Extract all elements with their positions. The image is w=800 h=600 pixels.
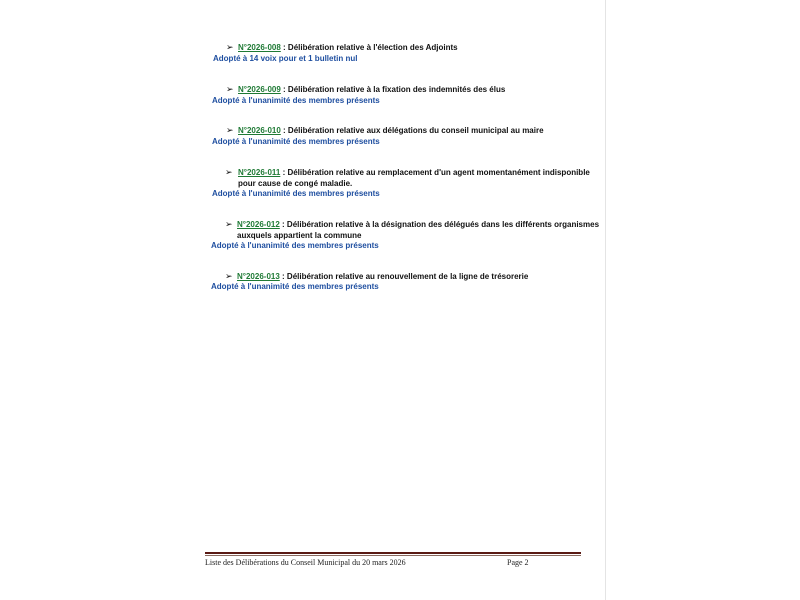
deliberation-separator: : — [280, 43, 286, 52]
deliberation-title: Délibération relative au renouvellement de la ligne de trésorerie — [284, 272, 529, 281]
deliberation-number: N°2026-013 — [237, 272, 280, 281]
footer-title: Liste des Délibérations du Conseil Municipal du 20 mars 2026 — [205, 558, 406, 567]
deliberation-separator: : — [280, 126, 286, 135]
deliberation-separator: : — [280, 168, 286, 177]
vote-result: Adopté à l'unanimité des membres présents — [211, 241, 379, 250]
deliberation-title-continued: auxquels appartient la commune — [237, 231, 362, 240]
deliberation-title: Délibération relative à la fixation des indemnités des élus — [285, 85, 506, 94]
arrow-bullet-icon: ➢ — [225, 271, 233, 281]
deliberation-line — [237, 219, 599, 230]
deliberation-line — [238, 167, 590, 178]
deliberation-title: Délibération relative au remplacement d'un agent momentanément indisponible — [285, 168, 590, 177]
deliberation-line — [238, 125, 544, 136]
footer-rule-thin — [205, 555, 581, 556]
deliberation-line — [238, 42, 458, 53]
deliberation-number: N°2026-011 — [238, 168, 281, 177]
arrow-bullet-icon: ➢ — [225, 219, 233, 229]
deliberation-title: Délibération relative aux délégations du conseil municipal au maire — [285, 126, 544, 135]
deliberation-number: N°2026-010 — [238, 126, 281, 135]
arrow-bullet-icon: ➢ — [226, 42, 234, 52]
vote-result: Adopté à 14 voix pour et 1 bulletin nul — [213, 54, 358, 63]
vote-result: Adopté à l'unanimité des membres présents — [211, 282, 379, 291]
deliberation-line — [238, 84, 505, 95]
deliberation-title: Délibération relative à l'élection des Adjoints — [285, 43, 458, 52]
deliberation-separator: : — [280, 85, 286, 94]
deliberation-title: Délibération relative à la désignation des délégués dans les différents organismes — [284, 220, 600, 229]
deliberation-title-continued: pour cause de congé maladie. — [238, 179, 353, 188]
deliberation-number: N°2026-008 — [238, 43, 281, 52]
deliberation-number: N°2026-012 — [237, 220, 280, 229]
vote-result: Adopté à l'unanimité des membres présents — [212, 96, 380, 105]
page-edge — [605, 0, 606, 600]
arrow-bullet-icon: ➢ — [225, 167, 233, 177]
deliberation-separator: : — [279, 272, 285, 281]
deliberation-number: N°2026-009 — [238, 85, 281, 94]
deliberation-separator: : — [279, 220, 285, 229]
footer-rule — [205, 552, 581, 554]
page-number: Page 2 — [507, 558, 529, 567]
arrow-bullet-icon: ➢ — [226, 84, 234, 94]
arrow-bullet-icon: ➢ — [226, 125, 234, 135]
vote-result: Adopté à l'unanimité des membres présents — [212, 137, 380, 146]
vote-result: Adopté à l'unanimité des membres présents — [212, 189, 380, 198]
